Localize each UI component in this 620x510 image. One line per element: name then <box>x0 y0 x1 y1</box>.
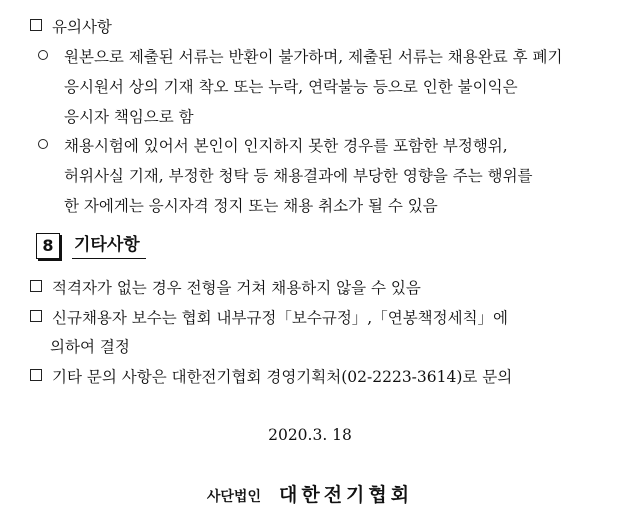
notice-heading: 유의사항 <box>52 18 112 36</box>
notice-item-2-text-1: 채용시험에 있어서 본인이 인지하지 못한 경우를 포함한 부정행위, <box>64 137 508 155</box>
checkbox-bullet-icon <box>30 19 42 31</box>
notice-item-1-text-1: 원본으로 제출된 서류는 반환이 불가하며, 제출된 서류는 채용완료 후 폐기 <box>64 48 563 66</box>
circle-bullet-icon <box>38 50 48 60</box>
notice-item-2-bullet-row <box>38 134 48 158</box>
item-b-text-1: 신규채용자 보수는 협회 내부규정「보수규정」,「연봉책정세칙」에 <box>52 309 509 327</box>
notice-item-2-text-2: 허위사실 기재, 부정한 청탁 등 채용결과에 부당한 영향을 주는 행위를 <box>64 167 533 185</box>
org-name: 대한전기협회 <box>278 484 414 506</box>
notice-heading-row <box>30 15 112 39</box>
notice-item-1-text-2: 응시원서 상의 기재 착오 또는 누락, 연락불능 등으로 인한 불이익은 <box>64 78 518 96</box>
checkbox-bullet-icon <box>30 280 42 292</box>
notice-item-1-text-3: 응시자 책임으로 함 <box>64 108 194 126</box>
notice-item-2-text-3: 한 자에게는 응시자격 정지 또는 채용 취소가 될 수 있음 <box>64 197 438 215</box>
section-number-badge: 8 <box>36 233 60 259</box>
org-prefix: 사단법인 <box>206 489 261 505</box>
circle-bullet-icon <box>38 139 48 149</box>
document-date: 2020.3. 18 <box>268 426 352 444</box>
section-8-item-a <box>30 276 421 300</box>
notice-item-1-line-1 <box>38 45 48 69</box>
checkbox-bullet-icon <box>30 369 42 381</box>
organization-signature <box>0 480 620 507</box>
section-title: 기타사항 <box>72 233 146 259</box>
item-a-text: 적격자가 없는 경우 전형을 거쳐 채용하지 않을 수 있음 <box>52 279 421 297</box>
checkbox-bullet-icon <box>30 310 42 322</box>
item-b-text-2: 의하여 결정 <box>50 338 130 356</box>
section-8-item-b <box>30 306 508 330</box>
section-8-item-c <box>30 365 512 389</box>
item-c-text: 기타 문의 사항은 대한전기협회 경영기획처(02-2223-3614)로 문의 <box>52 368 513 386</box>
